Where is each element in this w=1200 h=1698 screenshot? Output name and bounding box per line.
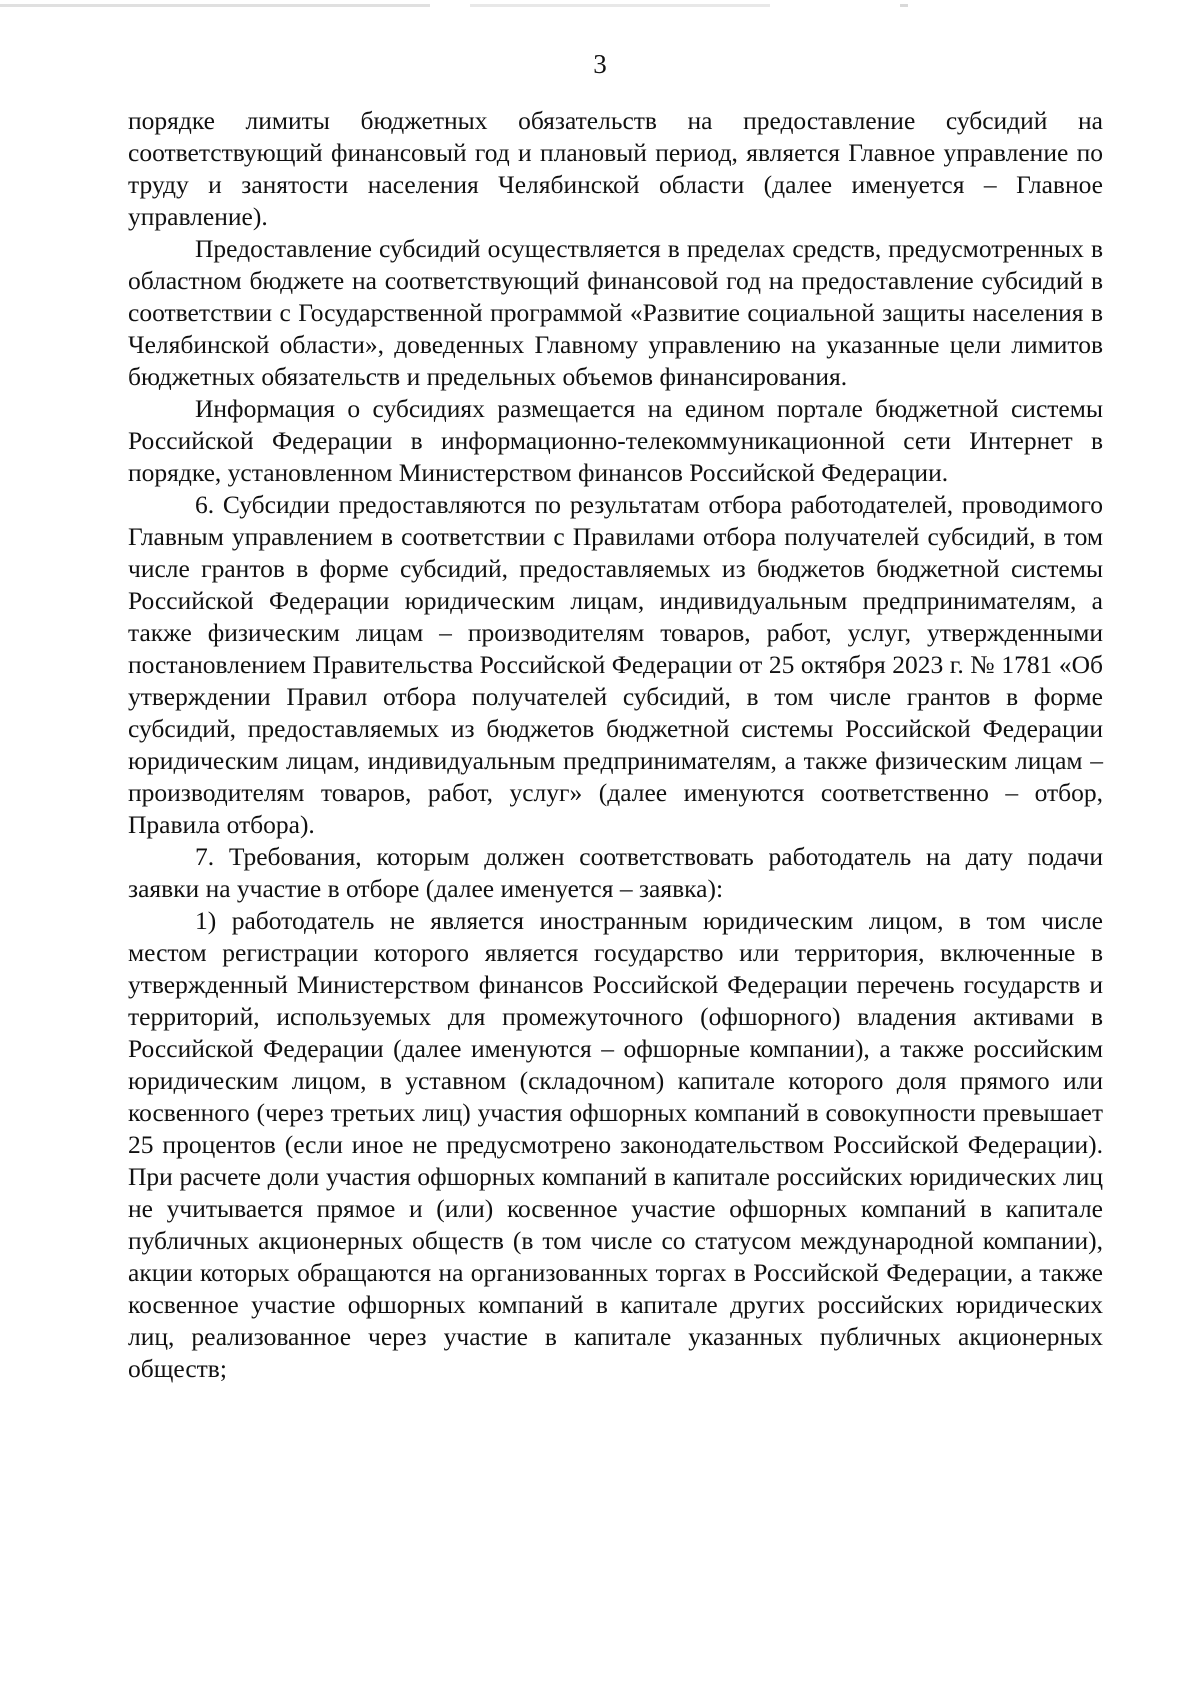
- paragraph-funding: Предоставление субсидий осуществляется в пределах средств, предусмотренных в областном бюджете на соответствующий финансовой год на предоставление субсидий в соответствии с Государственной программой «Развитие социальной защиты населения в Челябинской области», доведенных Главному управлению на указанные цели лимитов бюджетных обязательств и предельных объемов финансирования.: [128, 234, 1103, 391]
- paragraph-continuation: порядке лимиты бюджетных обязательств на предоставление субсидий на соответствующий финансовый год и плановый период, является Главное управление по труду и занятости населения Челябинской области (далее именуется – Главное управление).: [128, 106, 1103, 231]
- paragraph-item-7: 7. Требования, которым должен соответствовать работодатель на дату подачи заявки на участие в отборе (далее именуется – заявка):: [128, 842, 1103, 903]
- scan-artifact: [470, 4, 770, 7]
- paragraph-item-6: 6. Субсидии предоставляются по результатам отбора работодателей, проводимого Главным управлением в соответствии с Правилами отбора получателей субсидий, в том числе грантов в форме субсидий, предоставляемых из бюджетов бюджетной системы Российской Федерации юридическим лицам, индивидуальным предпринимателям, а также физическим лицам – производителям товаров, работ, услуг, утвержденными постановлением Правительства Российской Федерации от 25 октября 2023 г. № 1781 «Об утверждении Правил отбора получателей субсидий, в том числе грантов в форме субсидий, предоставляемых из бюджетов бюджетной системы Российской Федерации юридическим лицам, индивидуальным предпринимателям, а также физическим лицам – производителям товаров, работ, услуг» (далее именуются соответственно – отбор, Правила отбора).: [128, 490, 1103, 839]
- paragraph-subitem-1: 1) работодатель не является иностранным юридическим лицом, в том числе местом регистрации которого является государство или территория, включенные в утвержденный Министерством финансов Российской Федерации перечень государств и территорий, используемых для промежуточного (офшорного) владения активами в Российской Федерации (далее именуются – офшорные компании), а также российским юридическим лицом, в уставном (складочном) капитале которого доля прямого или косвенного (через третьих лиц) участия офшорных компаний в совокупности превышает 25 процентов (если иное не предусмотрено законодательством Российской Федерации). При расчете доли участия офшорных компаний в капитале российских юридических лиц не учитывается прямое и (или) косвенное участие офшорных компаний в капитале публичных акционерных обществ (в том числе со статусом международной компании), акции которых обращаются на организованных торгах в Российской Федерации, а также косвенное участие офшорных компаний в капитале других российских юридических лиц, реализованное через участие в капитале указанных публичных акционерных обществ;: [128, 906, 1103, 1383]
- paragraph-information: Информация о субсидиях размещается на едином портале бюджетной системы Российской Федерации в информационно-телекоммуникационной сети Интернет в порядке, установленном Министерством финансов Российской Федерации.: [128, 394, 1103, 487]
- document-body: [128, 105, 1103, 1385]
- scan-artifact: [0, 4, 430, 7]
- scan-artifact: [900, 4, 908, 7]
- page-number: 3: [593, 49, 607, 79]
